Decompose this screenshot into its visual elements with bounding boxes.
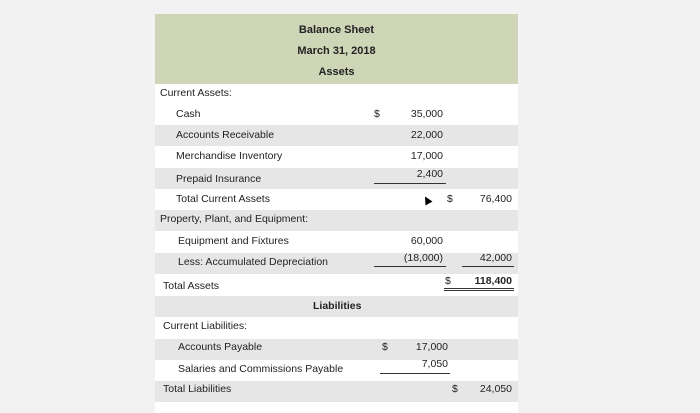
- cash-label: Cash: [176, 108, 201, 120]
- accounts-payable-label: Accounts Payable: [178, 341, 263, 353]
- ppe-net-amount: 42,000: [479, 252, 512, 264]
- total-liabilities-amount: 24,050: [479, 383, 512, 395]
- total-current-assets-amount: 76,400: [479, 193, 512, 205]
- merchandise-inventory-amount: 17,000: [410, 150, 443, 162]
- liabilities-heading: Liabilities: [313, 300, 362, 312]
- liabilities-underline: [380, 373, 450, 374]
- current-assets-label: Current Assets:: [160, 87, 232, 99]
- total-assets-double-underline: [444, 288, 514, 289]
- ppe-net-underline: [462, 266, 514, 267]
- cash-dollar: $: [374, 108, 380, 120]
- total-assets-dollar: $: [445, 275, 451, 287]
- accounts-receivable-label: Accounts Receivable: [176, 129, 275, 141]
- total-assets-label: Total Assets: [163, 280, 220, 292]
- total-assets-double-underline: [444, 290, 514, 291]
- depreciation-amount: (18,000): [403, 252, 443, 264]
- equipment-label: Equipment and Fixtures: [178, 235, 289, 247]
- assets-heading: Assets: [318, 66, 355, 78]
- total-assets-amount: 118,400: [474, 275, 512, 287]
- salaries-payable-label: Salaries and Commissions Payable: [178, 363, 344, 375]
- prepaid-insurance-amount: 2,400: [416, 168, 443, 180]
- depreciation-label: Less: Accumulated Depreciation: [178, 256, 328, 268]
- prepaid-insurance-label: Prepaid Insurance: [176, 173, 262, 185]
- cash-amount: 35,000: [410, 108, 443, 120]
- total-liabilities-dollar: $: [452, 383, 458, 395]
- total-liabilities-label: Total Liabilities: [163, 383, 232, 395]
- merchandise-inventory-label: Merchandise Inventory: [176, 150, 283, 162]
- total-current-assets-label: Total Current Assets: [176, 193, 270, 205]
- accounts-receivable-amount: 22,000: [410, 129, 443, 141]
- accounts-payable-amount: 17,000: [415, 341, 448, 353]
- ppe-label: Property, Plant, and Equipment:: [160, 213, 309, 225]
- accounts-payable-dollar: $: [382, 341, 388, 353]
- current-liabilities-label: Current Liabilities:: [163, 320, 248, 332]
- ppe-underline: [374, 266, 446, 267]
- sheet-date: March 31, 2018: [297, 45, 376, 57]
- equipment-amount: 60,000: [410, 235, 443, 247]
- total-current-assets-dollar: $: [447, 193, 453, 205]
- sheet-title: Balance Sheet: [298, 24, 375, 36]
- salaries-payable-amount: 7,050: [421, 358, 448, 370]
- subtotal-underline: [374, 183, 446, 184]
